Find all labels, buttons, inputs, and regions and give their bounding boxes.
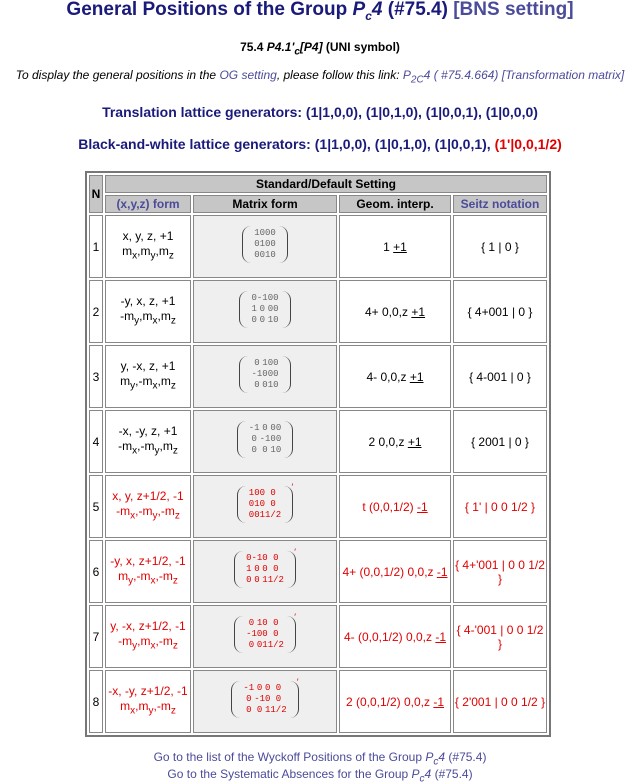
- geom-interp: 2 0,0,z +1: [339, 410, 451, 473]
- magnetic-moments: $m_y,-m_x,m_z$: [120, 374, 176, 392]
- time-reversal-mark: ′: [296, 676, 299, 687]
- matrix-cell: 0: [259, 303, 265, 314]
- matrix-cell: 0: [262, 563, 268, 574]
- matrix-form: [193, 605, 337, 668]
- matrix-cell: 1: [256, 617, 263, 628]
- seitz-notation: { 4-001 | 0 }: [453, 345, 547, 408]
- seitz-notation: { 1' | 0 0 1/2 }: [453, 475, 547, 538]
- xyz-form: -y, x, z+1/2, -1 $m_y,-m_x,-m_z$: [105, 540, 191, 603]
- magnetic-moments: $-m_x,-m_y,-m_z$: [116, 504, 180, 522]
- matrix-cell: 1/2: [270, 704, 287, 715]
- matrix-cell: -1: [251, 368, 263, 379]
- matrix-cell: 0: [254, 563, 260, 574]
- magnetic-moments: $m_x,m_y,-m_z$: [120, 699, 176, 717]
- seitz-notation: { 2'001 | 0 0 1/2 }: [453, 670, 547, 733]
- matrix-cell: 0: [273, 292, 279, 303]
- matrix-form: [193, 540, 337, 603]
- magnetic-moments: $m_x,m_y,m_z$: [122, 244, 174, 262]
- bns-setting-link[interactable]: [BNS setting]: [453, 0, 574, 20]
- row-number: 1: [89, 215, 103, 278]
- seitz-notation-header[interactable]: Seitz notation: [453, 195, 547, 213]
- matrix-cell: 0: [246, 552, 252, 563]
- seitz-notation: { 4+'001 | 0 0 1/2 }: [453, 540, 547, 603]
- matrix-cell: 0: [256, 639, 263, 650]
- magnetic-moments: $m_y,-m_x,-m_z$: [118, 569, 178, 587]
- time-reversal-mark: ′: [294, 611, 296, 622]
- row-number: 8: [89, 670, 103, 733]
- matrix-form: [193, 410, 337, 473]
- matrix-cell: 0: [248, 509, 255, 520]
- matrix-cell: 1: [265, 704, 271, 715]
- right-paren: [282, 356, 291, 393]
- matrix-cell: 0: [251, 444, 257, 455]
- matrix-cell: 1: [265, 249, 271, 260]
- right-paren: [279, 226, 288, 263]
- matrix: [251, 293, 278, 326]
- matrix-cell: 0: [273, 617, 279, 628]
- matrix-cell: 0: [267, 357, 274, 368]
- magnetic-moments: $-m_y,m_x,-m_z$: [118, 634, 178, 652]
- matrix-cell: 0: [246, 574, 252, 585]
- geom-interp: 4- 0,0,z +1: [339, 345, 451, 408]
- right-paren: [282, 291, 291, 328]
- matrix: [249, 488, 281, 521]
- og-setting-link[interactable]: OG setting: [219, 68, 277, 82]
- matrix-cell: 0: [246, 693, 252, 704]
- wyckoff-positions-link[interactable]: Go to the list of the Wyckoff Positions of the Group $P_c4$ (#75.4): [153, 750, 487, 768]
- matrix-cell: 0: [248, 498, 255, 509]
- matrix-form-header: Matrix form: [193, 195, 337, 213]
- left-paren: [239, 356, 248, 393]
- matrix-cell: 0: [262, 368, 268, 379]
- row-number: 4: [89, 410, 103, 473]
- matrix-cell: 0: [275, 682, 282, 693]
- matrix-cell: 1: [259, 238, 265, 249]
- xyz-form-header[interactable]: (x,y,z) form: [105, 195, 191, 213]
- row-number: 7: [89, 605, 103, 668]
- matrix-cell: 0: [273, 552, 279, 563]
- matrix-cell: 0: [259, 227, 265, 238]
- table-row: [89, 410, 547, 473]
- matrix-cell: 1: [259, 509, 265, 520]
- matrix-cell: 0: [265, 682, 271, 693]
- matrix-cell: 0: [267, 292, 274, 303]
- matrix-cell: 0: [270, 433, 276, 444]
- right-paren: [284, 421, 293, 458]
- left-paren: [234, 551, 243, 588]
- table-row: [89, 345, 547, 408]
- time-reversal-mark: ′: [291, 481, 294, 492]
- matrix-cell: 0: [254, 487, 260, 498]
- matrix-cell: 1: [270, 444, 276, 455]
- matrix: [251, 358, 278, 391]
- left-paren: [234, 616, 243, 653]
- geom-interp: t (0,0,1/2) -1: [339, 475, 451, 538]
- matrix-cell: 0: [254, 238, 260, 249]
- matrix-cell: 0: [273, 628, 279, 639]
- matrix-cell: 0: [256, 628, 263, 639]
- left-paren: [239, 291, 248, 328]
- matrix-cell: 1: [254, 227, 260, 238]
- transformation-matrix-link[interactable]: [Transformation matrix]: [498, 68, 625, 82]
- xyz-form: x, y, z, +1 $m_x,m_y,m_z$: [105, 215, 191, 278]
- matrix-form: [193, 670, 337, 733]
- general-positions-table: [85, 171, 551, 737]
- table-row: [89, 540, 547, 603]
- matrix-cell: -1: [248, 422, 260, 433]
- table-row: [89, 605, 547, 668]
- matrix-cell: 0: [275, 422, 282, 433]
- matrix-cell: 0: [270, 422, 276, 433]
- matrix-cell: 0: [256, 704, 263, 715]
- matrix: [243, 683, 286, 716]
- matrix-cell: 0: [270, 238, 276, 249]
- table-row: [89, 215, 547, 278]
- matrix-cell: 0: [259, 487, 265, 498]
- matrix-cell: 1: [267, 379, 274, 390]
- magnetic-moments: $-m_y,m_x,m_z$: [120, 309, 176, 327]
- geom-interp: 4+ 0,0,z +1: [339, 280, 451, 343]
- matrix-cell: 0: [273, 357, 279, 368]
- matrix-cell: -1: [256, 292, 268, 303]
- matrix-cell: 0: [270, 249, 276, 260]
- matrix-cell: 1: [262, 574, 268, 585]
- matrix-cell: 0: [275, 444, 282, 455]
- xyz-form: y, -x, z, +1 $m_y,-m_x,m_z$: [105, 345, 191, 408]
- xyz-form: -y, x, z, +1 $-m_y,m_x,m_z$: [105, 280, 191, 343]
- matrix-cell: 0: [275, 433, 282, 444]
- left-paren: [237, 421, 246, 458]
- left-paren: [242, 226, 251, 263]
- matrix-cell: 0: [254, 249, 260, 260]
- matrix: [246, 618, 284, 651]
- matrix-cell: -1: [259, 433, 271, 444]
- bw-generators: Black-and-white lattice generators: (1|1,0,0), (1|0,1,0), (1|0,0,1), (1'|0,0,1/2): [78, 136, 562, 152]
- matrix-cell: 0: [251, 433, 257, 444]
- matrix-cell: 0: [273, 563, 279, 574]
- matrix-cell: 0: [262, 422, 268, 433]
- uni-symbol: 75.4 $P4.1'_c[P4]$ (UNI symbol): [240, 40, 400, 58]
- matrix-cell: 0: [246, 704, 252, 715]
- matrix-cell: 0: [273, 368, 279, 379]
- magnetic-moments: $-m_x,-m_y,m_z$: [118, 439, 178, 457]
- matrix-cell: 0: [254, 509, 260, 520]
- matrix-cell: 0: [251, 292, 257, 303]
- matrix-cell: 0: [273, 314, 279, 325]
- matrix: [246, 553, 284, 586]
- matrix-cell: 0: [267, 368, 274, 379]
- xyz-form: -x, -y, z+1/2, -1 $m_x,m_y,-m_z$: [105, 670, 191, 733]
- geom-interp: 4- (0,0,1/2) 0,0,z -1: [339, 605, 451, 668]
- matrix-cell: 0: [262, 444, 268, 455]
- matrix-cell: 0: [254, 357, 260, 368]
- matrix: [254, 228, 276, 261]
- table-row: [89, 475, 547, 538]
- row-number: 5: [89, 475, 103, 538]
- matrix-cell: 0: [259, 249, 265, 260]
- left-paren: [237, 486, 246, 523]
- geom-interp: 2 (0,0,1/2) 0,0,z -1: [339, 670, 451, 733]
- xyz-form: x, y, z+1/2, -1 $-m_x,-m_y,-m_z$: [105, 475, 191, 538]
- matrix-cell: 0: [265, 227, 271, 238]
- xyz-form: y, -x, z+1/2, -1 $-m_y,m_x,-m_z$: [105, 605, 191, 668]
- matrix-cell: 0: [273, 379, 279, 390]
- matrix-cell: 1: [262, 357, 268, 368]
- n-header: N: [89, 175, 103, 213]
- seitz-notation: { 2001 | 0 }: [453, 410, 547, 473]
- matrix-cell: 0: [248, 617, 255, 628]
- matrix-cell: 1/2: [265, 509, 282, 520]
- matrix-cell: 0: [262, 628, 268, 639]
- matrix-cell: 0: [254, 379, 260, 390]
- matrix-cell: 0: [251, 314, 257, 325]
- matrix-cell: 1: [262, 639, 268, 650]
- seitz-notation: { 4-'001 | 0 0 1/2 }: [453, 605, 547, 668]
- row-number: 3: [89, 345, 103, 408]
- matrix-cell: 0: [259, 314, 265, 325]
- matrix-cell: -1: [243, 682, 255, 693]
- matrix-cell: 0: [248, 639, 255, 650]
- matrix-form: [193, 475, 337, 538]
- matrix-form: [193, 345, 337, 408]
- matrix-cell: 0: [259, 498, 265, 509]
- matrix-cell: 1: [246, 563, 252, 574]
- matrix-cell: 1/2: [267, 574, 284, 585]
- geom-interp: 1 +1: [339, 215, 451, 278]
- row-number: 6: [89, 540, 103, 603]
- matrix-cell: -1: [251, 552, 263, 563]
- matrix-cell: 0: [254, 574, 260, 585]
- matrix-form: [193, 280, 337, 343]
- matrix-cell: 0: [270, 487, 276, 498]
- matrix: [249, 423, 281, 456]
- matrix-cell: 0: [267, 303, 274, 314]
- page-title: General Positions of the Group $P_c4$ (#75.4) [BNS setting]: [66, 0, 574, 23]
- matrix-form: [193, 215, 337, 278]
- matrix-cell: 0: [262, 617, 268, 628]
- matrix-cell: -1: [246, 628, 257, 639]
- matrix-cell: 1/2: [267, 639, 284, 650]
- time-reversal-mark: ′: [294, 546, 296, 557]
- matrix-cell: 0: [262, 552, 268, 563]
- translation-generators: Translation lattice generators: (1|1,0,0), (1|0,1,0), (1|0,0,1), (1|0,0,0): [102, 104, 538, 120]
- matrix-cell: 1: [248, 487, 255, 498]
- seitz-notation: { 4+001 | 0 }: [453, 280, 547, 343]
- xyz-form: -x, -y, z, +1 $-m_x,-m_y,m_z$: [105, 410, 191, 473]
- row-number: 2: [89, 280, 103, 343]
- geom-interp: 4+ (0,0,1/2) 0,0,z -1: [339, 540, 451, 603]
- matrix-cell: 0: [270, 498, 276, 509]
- og-setting-note: To display the general positions in the OG setting, please follow this link: $P_{2C}4$ ( #75.4.664) [Transformation matrix]: [15, 68, 625, 86]
- og-group-link[interactable]: $P_{2C}4$ ( #75.4.664): [402, 68, 499, 86]
- matrix-cell: 0: [265, 693, 271, 704]
- systematic-absences-link[interactable]: Go to the Systematic Absences for the Group $P_c4$ (#75.4): [167, 767, 473, 784]
- table-row: [89, 280, 547, 343]
- matrix-cell: 0: [275, 693, 282, 704]
- matrix-cell: 0: [270, 227, 276, 238]
- matrix-cell: 0: [262, 379, 268, 390]
- geom-interp-header: Geom. interp.: [339, 195, 451, 213]
- table-row: [89, 670, 547, 733]
- setting-header: Standard/Default Setting: [105, 175, 547, 193]
- matrix-cell: 1: [267, 314, 274, 325]
- matrix-cell: 1: [254, 498, 260, 509]
- seitz-notation: { 1 | 0 }: [453, 215, 547, 278]
- matrix-cell: 0: [265, 238, 271, 249]
- matrix-cell: 0: [256, 682, 263, 693]
- matrix-cell: 1: [251, 303, 257, 314]
- left-paren: [231, 681, 240, 718]
- matrix-cell: -1: [254, 693, 265, 704]
- matrix-cell: 0: [273, 303, 279, 314]
